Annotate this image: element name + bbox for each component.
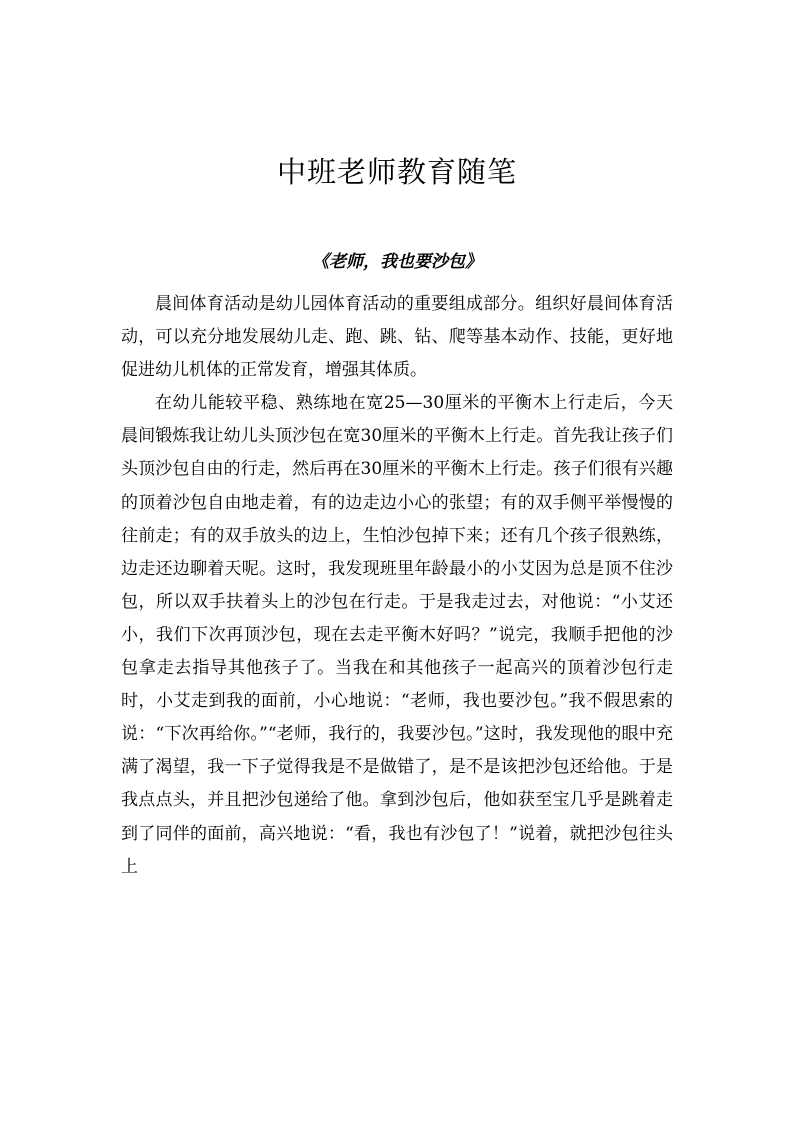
document-title: 中班老师教育随笔	[276, 155, 517, 189]
article-title: 《老师，我也要沙包》	[312, 252, 482, 272]
paragraph-1: 晨间体育活动是幼儿园体育活动的重要组成部分。组织好晨间体育活动，可以充分地发展幼儿走、跑、跳、钻、爬等基本动作、技能，更好地促进幼儿机体的正常发育，增强其体质。	[121, 294, 673, 381]
article-body	[121, 288, 673, 884]
paragraph-2: 在幼儿能较平稳、熟练地在宽25—30厘米的平衡木上行走后，今天晨间锻炼我让幼儿头顶沙包在宽30厘米的平衡木上行走。首先我让孩子们头顶沙包自由的行走，然后再在30厘米的平衡木上行走。孩子们很有兴趣的顶着沙包自由地走着，有的边走边小心的张望；有的双手侧平举慢慢的往前走；有的双手放头的边上，生怕沙包掉下来；还有几个孩子很熟练，边走还边聊着天呢。这时，我发现班里年龄最小的小艾因为总是顶不住沙包，所以双手扶着头上的沙包在行走。于是我走过去，对他说：“小艾还小，我们下次再顶沙包，现在去走平衡木好吗？”说完，我顺手把他的沙包拿走去指导其他孩子了。当我在和其他孩子一起高兴的顶着沙包行走时，小艾走到我的面前，小心地说：“老师，我也要沙包。”我不假思索的说：“下次再给你。”“老师，我行的，我要沙包。”这时，我发现他的眼中充满了渴望，我一下子觉得我是不是做错了，是不是该把沙包还给他。于是我点点头，并且把沙包递给了他。拿到沙包后，他如获至宝几乎是跳着走到了同伴的面前，高兴地说：“看，我也有沙包了！”说着，就把沙包往头上	[121, 393, 673, 877]
